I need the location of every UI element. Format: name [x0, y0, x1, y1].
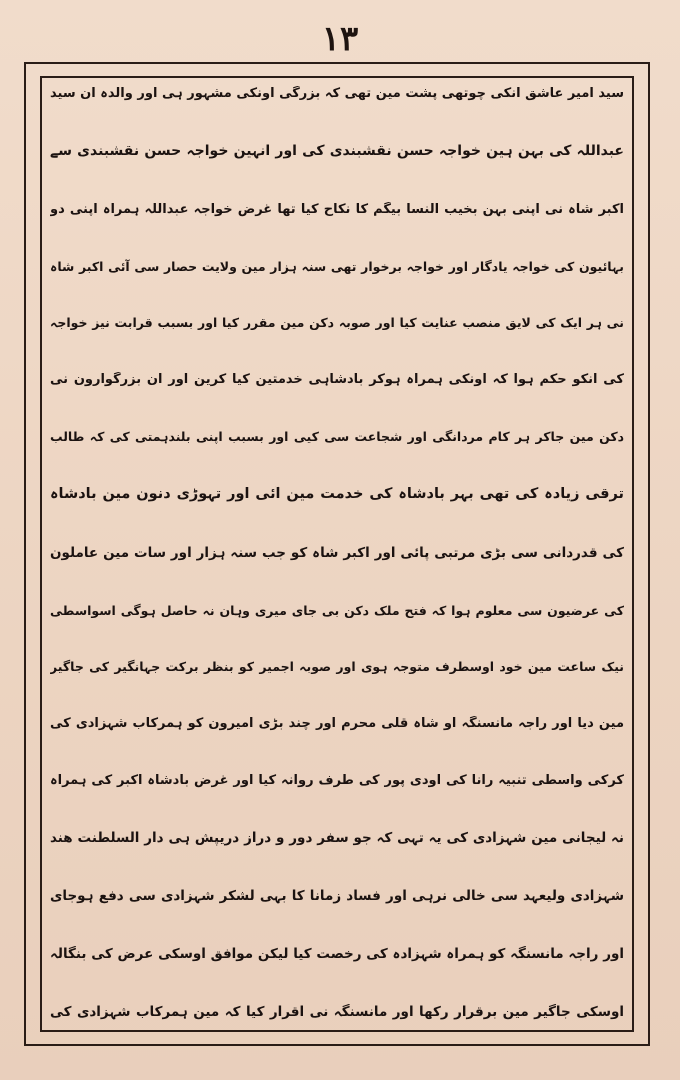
- text-line-13: کرکی واسطی تنبیہ رانا کی اودی پور کی طرف روانہ کیا اور غرض بادشاہ اکبر کی ہمراہ: [50, 773, 624, 789]
- text-line-17: اوسکی جاگیر مین برقرار رکھا اور مانسنگہ نی اقرار کیا کہ مین ہمرکاب شہزادی کی: [50, 1003, 624, 1020]
- text-line-14: نہ لیجانی مین شہزادی کی یہ تہی کہ جو سفر دور و دراز دریپش ہی دار السلطنت ھند: [50, 830, 624, 847]
- text-line-9: کی قدردانی سی بڑی مرتبی پائی اور اکبر شاہ کو جب سنہ ہزار اور سات مین عاملون: [50, 544, 624, 561]
- text-line-12: مین دیا اور راجہ مانسنگہ او شاہ قلی محرم اور چند بڑی امیرون کو ہمرکاب شہزادی کی: [50, 715, 624, 731]
- text-line-7: دکن مین جاکر ہر کام مردانگی اور شجاعت سی کیی اور بسبب اپنی بلندہمتی کی کہ طالب: [50, 429, 624, 445]
- text-line-15: شہزادی ولیعہد سی خالی نرہی اور فساد زمانا کا بہی لشکر شہزادی سی دفع ہوجای: [50, 888, 624, 905]
- text-line-5: نی ہر ایک کی لایق منصب عنایت کیا اور صوبہ دکن مین مقرر کیا اور بسبب قرابت نیز خواجہ: [50, 315, 624, 331]
- text-line-16: اور راجہ مانسنگہ کو ہمراہ شہزادہ کی رخصت کیا لیکن موافق اوسکی عرض کی بنگالہ: [50, 945, 624, 962]
- page-number: ۱۳: [321, 19, 359, 59]
- text-line-2: عبداللہ کی بہن ہین خواجہ حسن نقشبندی کی اور انہین خواجہ حسن نقشبندی سے: [50, 143, 624, 160]
- text-line-8: ترقی زیادہ کی تھی بہر بادشاہ کی خدمت مین آئی اور تہوڑی دنون مین بادشاہ: [50, 485, 624, 502]
- text-line-10: کی عرضیون سی معلوم ہوا کہ فتح ملک دکن بی جای میری وہان نہ حاصل ہوگی اسواسطی: [50, 602, 624, 618]
- text-line-11: نیک ساعت مین خود اوسطرف متوجہ ہوی اور صوبہ اجمیر کو بنظر برکت جہانگیر کی جاگیر: [50, 659, 624, 675]
- text-line-1: سید امیر عاشق انکی چوتھی پشت مین تھی کہ بزرگی اونکی مشہور ہی اور والدہ ان سید: [50, 86, 624, 101]
- text-line-6: کی انکو حکم ہوا کہ اونکی ہمراہ ہوکر بادشاہی خدمتین کیا کرین اور ان بزرگوارون نی: [50, 372, 624, 388]
- urdu-text-body: [46, 80, 628, 1028]
- text-line-3: اکبر شاہ نی اپنی بہن بخیب النسا بیگم کا نکاح کیا تھا غرض خواجہ عبداللہ ہمراہ اپنی دو: [50, 201, 624, 217]
- text-line-4: بہائیون کی خواجہ یادگار اور خواجہ برخوار تھی سنہ ہزار مین ولایت حصار سی آئی اکبر شاہ: [50, 258, 624, 274]
